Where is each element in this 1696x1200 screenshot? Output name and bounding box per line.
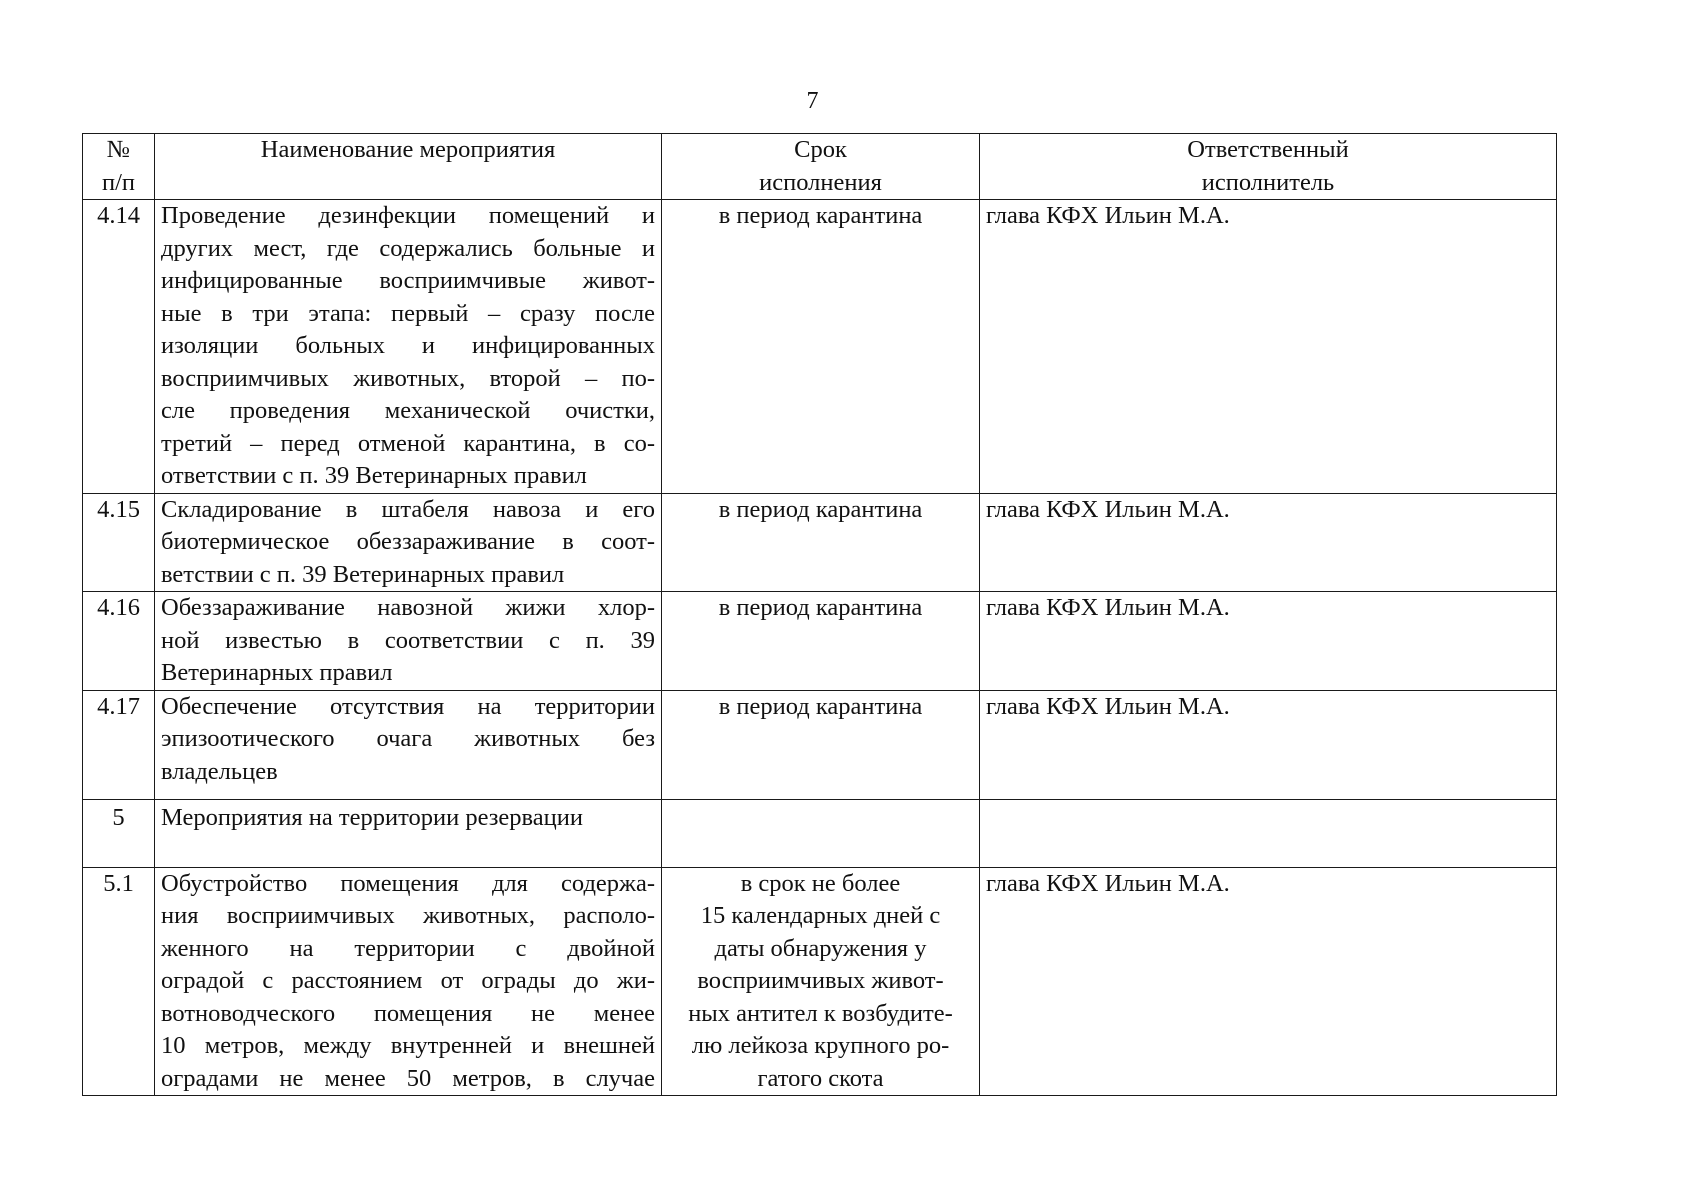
- page-number: 7: [806, 88, 819, 114]
- header-term: [662, 134, 980, 200]
- header-activity-name-text: Наименование мероприятия: [260, 136, 556, 163]
- activity-text-line: ответствии с п. 39 Ветеринарных правил: [161, 462, 587, 489]
- row-term: в период карантина: [662, 493, 980, 592]
- term-text-line: в срок не более: [740, 869, 901, 897]
- header-number: [83, 134, 155, 200]
- activity-text-line: биотермическое обеззараживание в соот-: [161, 528, 655, 555]
- activity-text-line: женного на территории с двойной: [161, 934, 655, 962]
- section-title: Мероприятия на территории резервации: [161, 803, 584, 831]
- header-number-line-2: п/п: [101, 168, 136, 196]
- activities-table: [82, 133, 1557, 1096]
- activity-text-line: Проведение дезинфекции помещений и: [161, 202, 655, 229]
- activity-text-line: вотноводческого помещения не менее: [161, 999, 655, 1027]
- row-responsible: глава КФХ Ильин М.А.: [980, 867, 1557, 1096]
- row-number: 4.15: [83, 493, 155, 592]
- row-activity-name: [155, 799, 662, 867]
- activity-text-line: Складирование в штабеля навоза и его: [161, 495, 655, 523]
- activity-text-line: оградой с расстоянием от ограды до жи-: [161, 967, 655, 994]
- header-term-line-1: Срок: [794, 136, 847, 163]
- term-text-line: ных антител к возбудите-: [688, 999, 953, 1027]
- term-text-line: восприимчивых живот-: [697, 967, 944, 994]
- activity-text-line: Обеспечение отсутствия на территории: [161, 692, 655, 720]
- activity-text-line: эпизоотического очага животных без: [161, 725, 655, 752]
- header-responsible-line-2: исполнитель: [1201, 168, 1335, 196]
- row-activity-name: [155, 592, 662, 691]
- table-row: [83, 200, 1557, 494]
- activity-text-line: владельцев: [161, 757, 278, 785]
- header-term-line-2: исполнения: [759, 168, 882, 196]
- row-number: 4.16: [83, 592, 155, 691]
- term-text-line: гатого скота: [757, 1064, 884, 1092]
- header-activity-name: [155, 134, 662, 200]
- activity-text-line: сле проведения механической очистки,: [161, 397, 655, 424]
- table-header-row: [83, 134, 1557, 200]
- row-activity-name: [155, 200, 662, 494]
- row-term: в период карантина: [662, 200, 980, 494]
- row-term: [662, 867, 980, 1096]
- row-number: 5: [83, 799, 155, 867]
- row-number: 4.17: [83, 690, 155, 799]
- activity-text-line: ния восприимчивых животных, располо-: [161, 902, 655, 929]
- term-text-line: лю лейкоза крупного ро-: [691, 1032, 950, 1059]
- row-number: 4.14: [83, 200, 155, 494]
- activity-text-line: других мест, где содержались больные и: [161, 234, 655, 262]
- row-responsible: [980, 799, 1557, 867]
- row-term: в период карантина: [662, 690, 980, 799]
- activity-text-line: восприимчивых животных, второй – по-: [161, 364, 655, 392]
- row-number: 5.1: [83, 867, 155, 1096]
- table-section-row: [83, 799, 1557, 867]
- table-row: [83, 867, 1557, 1096]
- header-responsible: [980, 134, 1557, 200]
- row-responsible: глава КФХ Ильин М.А.: [980, 493, 1557, 592]
- activity-text-line: Обеззараживание навозной жижи хлор-: [161, 594, 655, 621]
- activity-text-line: ные в три этапа: первый – сразу после: [161, 299, 655, 327]
- row-activity-name: [155, 867, 662, 1096]
- activity-text-line: 10 метров, между внутренней и внешней: [161, 1032, 655, 1059]
- table-row: [83, 592, 1557, 691]
- activity-text-line: ветствии с п. 39 Ветеринарных правил: [161, 560, 565, 588]
- table-row: [83, 493, 1557, 592]
- activity-text-line: инфицированные восприимчивые живот-: [161, 267, 655, 294]
- table-row: [83, 690, 1557, 799]
- activity-text-line: оградами не менее 50 метров, в случае: [161, 1064, 655, 1092]
- activity-text-line: Ветеринарных правил: [161, 659, 393, 686]
- activity-text-line: третий – перед отменой карантина, в со-: [161, 429, 655, 457]
- term-text-line: 15 календарных дней с: [700, 902, 941, 929]
- activity-text-line: изоляции больных и инфицированных: [161, 332, 655, 359]
- row-responsible: глава КФХ Ильин М.А.: [980, 200, 1557, 494]
- row-responsible: глава КФХ Ильин М.А.: [980, 592, 1557, 691]
- header-responsible-line-1: Ответственный: [1187, 136, 1349, 163]
- activity-text-line: Обустройство помещения для содержа-: [161, 869, 655, 897]
- term-text-line: даты обнаружения у: [714, 934, 927, 962]
- row-responsible: глава КФХ Ильин М.А.: [980, 690, 1557, 799]
- row-activity-name: [155, 690, 662, 799]
- header-number-line-1: №: [106, 136, 131, 163]
- row-term: [662, 799, 980, 867]
- row-activity-name: [155, 493, 662, 592]
- row-term: в период карантина: [662, 592, 980, 691]
- activity-text-line: ной известью в соответствии с п. 39: [161, 626, 655, 654]
